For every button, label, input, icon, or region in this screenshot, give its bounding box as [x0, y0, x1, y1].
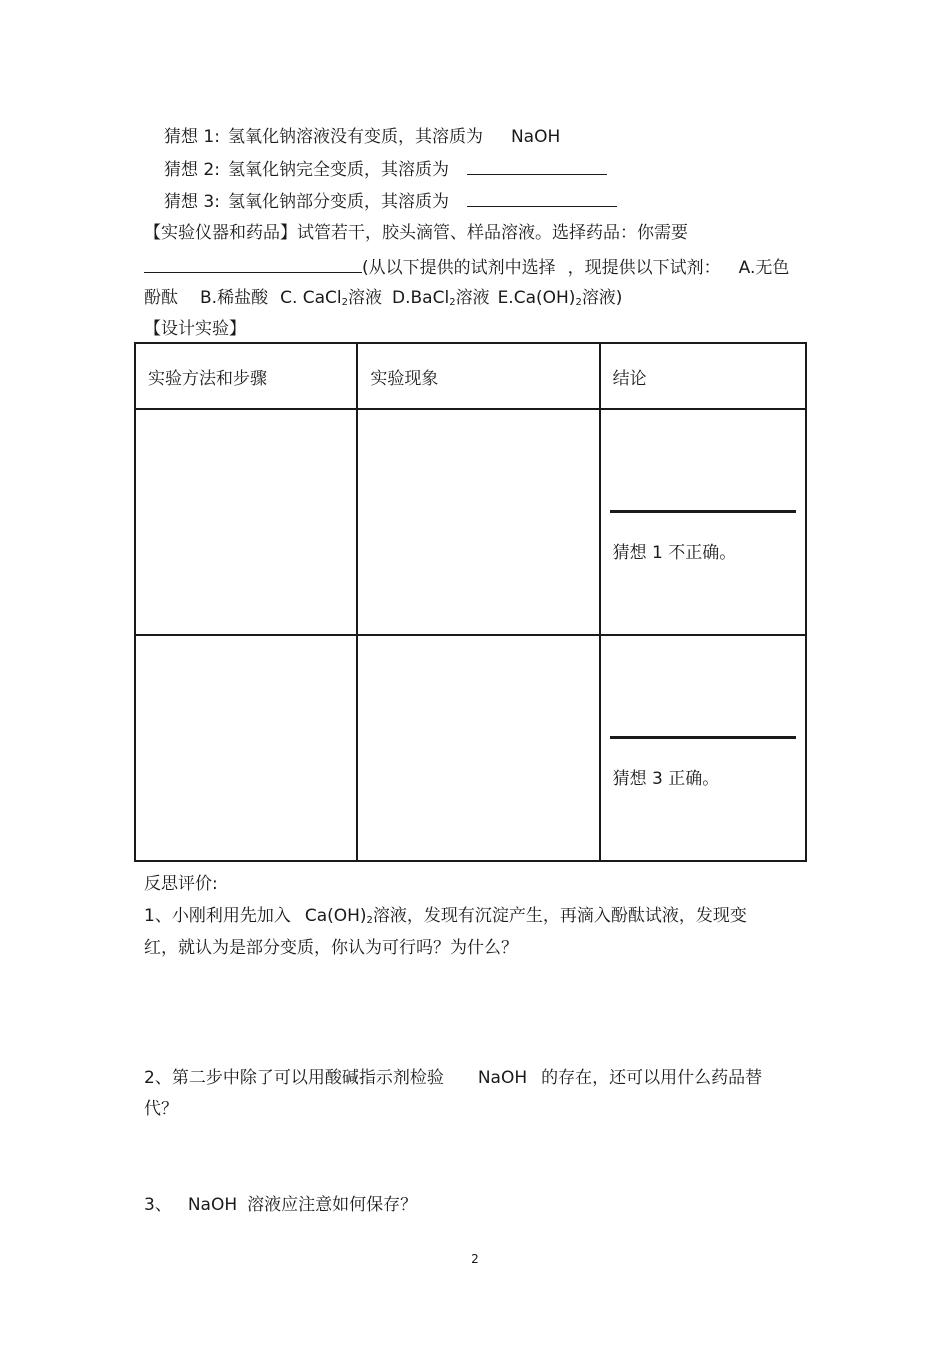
option-c: C. CaCl$_2$溶液 [280, 288, 383, 308]
table-row [135, 635, 806, 861]
q1-text-cont: 溶液，发现有沉淀产生，再滴入酚酞试液，发现变 [372, 906, 747, 926]
q3-text: 溶液应注意如何保存？ [247, 1195, 418, 1215]
conclusion-text: 猜想 3 正确。 [612, 769, 720, 789]
option-b: B.稀盐酸 [200, 288, 269, 308]
hypothesis-1-text: 氢氧化钠溶液没有变质，其溶质为 [227, 127, 483, 147]
hypothesis-3-blank[interactable] [467, 190, 617, 207]
header-conclusion: 结论 [612, 369, 647, 389]
option-d: D.BaCl$_2$溶液 [392, 288, 490, 308]
question-1-line-2: 红，就认为是部分变质，你认为可行吗？为什么？ [144, 938, 518, 958]
q3-formula: NaOH [187, 1195, 238, 1215]
header-method: 实验方法和步骤 [148, 369, 267, 389]
materials-line-3 [144, 287, 622, 314]
materials-line-2 [144, 256, 789, 279]
materials-blank[interactable] [144, 256, 362, 273]
phenomenon-cell[interactable] [357, 635, 599, 861]
materials-provided-text: ，现提供以下试剂： [567, 258, 721, 278]
method-cell[interactable] [135, 635, 357, 861]
page-number: 2 [471, 1252, 479, 1266]
materials-choose-text: (从以下提供的试剂中选择 [362, 258, 556, 278]
q2-formula: NaOH [477, 1068, 528, 1088]
conclusion-text: 猜想 1 不正确。 [612, 543, 737, 563]
option-a: A.无色 [738, 258, 790, 278]
hypothesis-1 [164, 126, 560, 148]
phenomenon-cell[interactable] [357, 409, 599, 635]
q3-number: 3、 [144, 1195, 172, 1215]
hypothesis-3-text: 氢氧化钠部分变质，其溶质为 [227, 192, 449, 212]
hypothesis-2 [164, 158, 607, 181]
conclusion-blank[interactable] [610, 510, 796, 513]
method-cell[interactable] [135, 409, 357, 635]
question-1-line-1 [144, 905, 747, 932]
option-e: $E.Ca(OH)_2$溶液) [497, 288, 623, 308]
hypothesis-2-label: 猜想 2: [164, 160, 220, 180]
hypothesis-3 [164, 190, 617, 213]
hypothesis-1-label: 猜想 1: [164, 127, 220, 147]
design-table [134, 342, 807, 862]
q2-text-cont: 的存在，还可以用什么药品替 [541, 1068, 763, 1088]
hypothesis-3-label: 猜想 3: [164, 192, 220, 212]
q2-text: 2、第二步中除了可以用酸碱指示剂检验 [144, 1068, 444, 1088]
hypothesis-2-text: 氢氧化钠完全变质，其溶质为 [227, 160, 449, 180]
hypothesis-1-answer: NaOH [510, 127, 561, 147]
materials-line-1: 【实验仪器和药品】试管若干，胶头滴管、样品溶液。选择药品：你需要 [144, 223, 688, 243]
conclusion-blank[interactable] [610, 736, 796, 739]
q1-formula: $Ca(OH)_2$ [304, 906, 373, 926]
question-2-line-2: 代？ [144, 1099, 178, 1119]
hypothesis-2-blank[interactable] [467, 158, 607, 175]
option-a-cont: 酚酞 [144, 288, 178, 308]
q1-text: 1、小刚利用先加入 [144, 906, 291, 926]
table-row [135, 409, 806, 635]
question-2-line-1 [144, 1067, 762, 1089]
header-phenomenon: 实验现象 [370, 369, 439, 389]
reflection-heading: 反思评价: [144, 874, 218, 894]
question-3 [144, 1194, 417, 1216]
design-heading: 【设计实验】 [144, 319, 246, 339]
table-header-row [135, 343, 806, 409]
